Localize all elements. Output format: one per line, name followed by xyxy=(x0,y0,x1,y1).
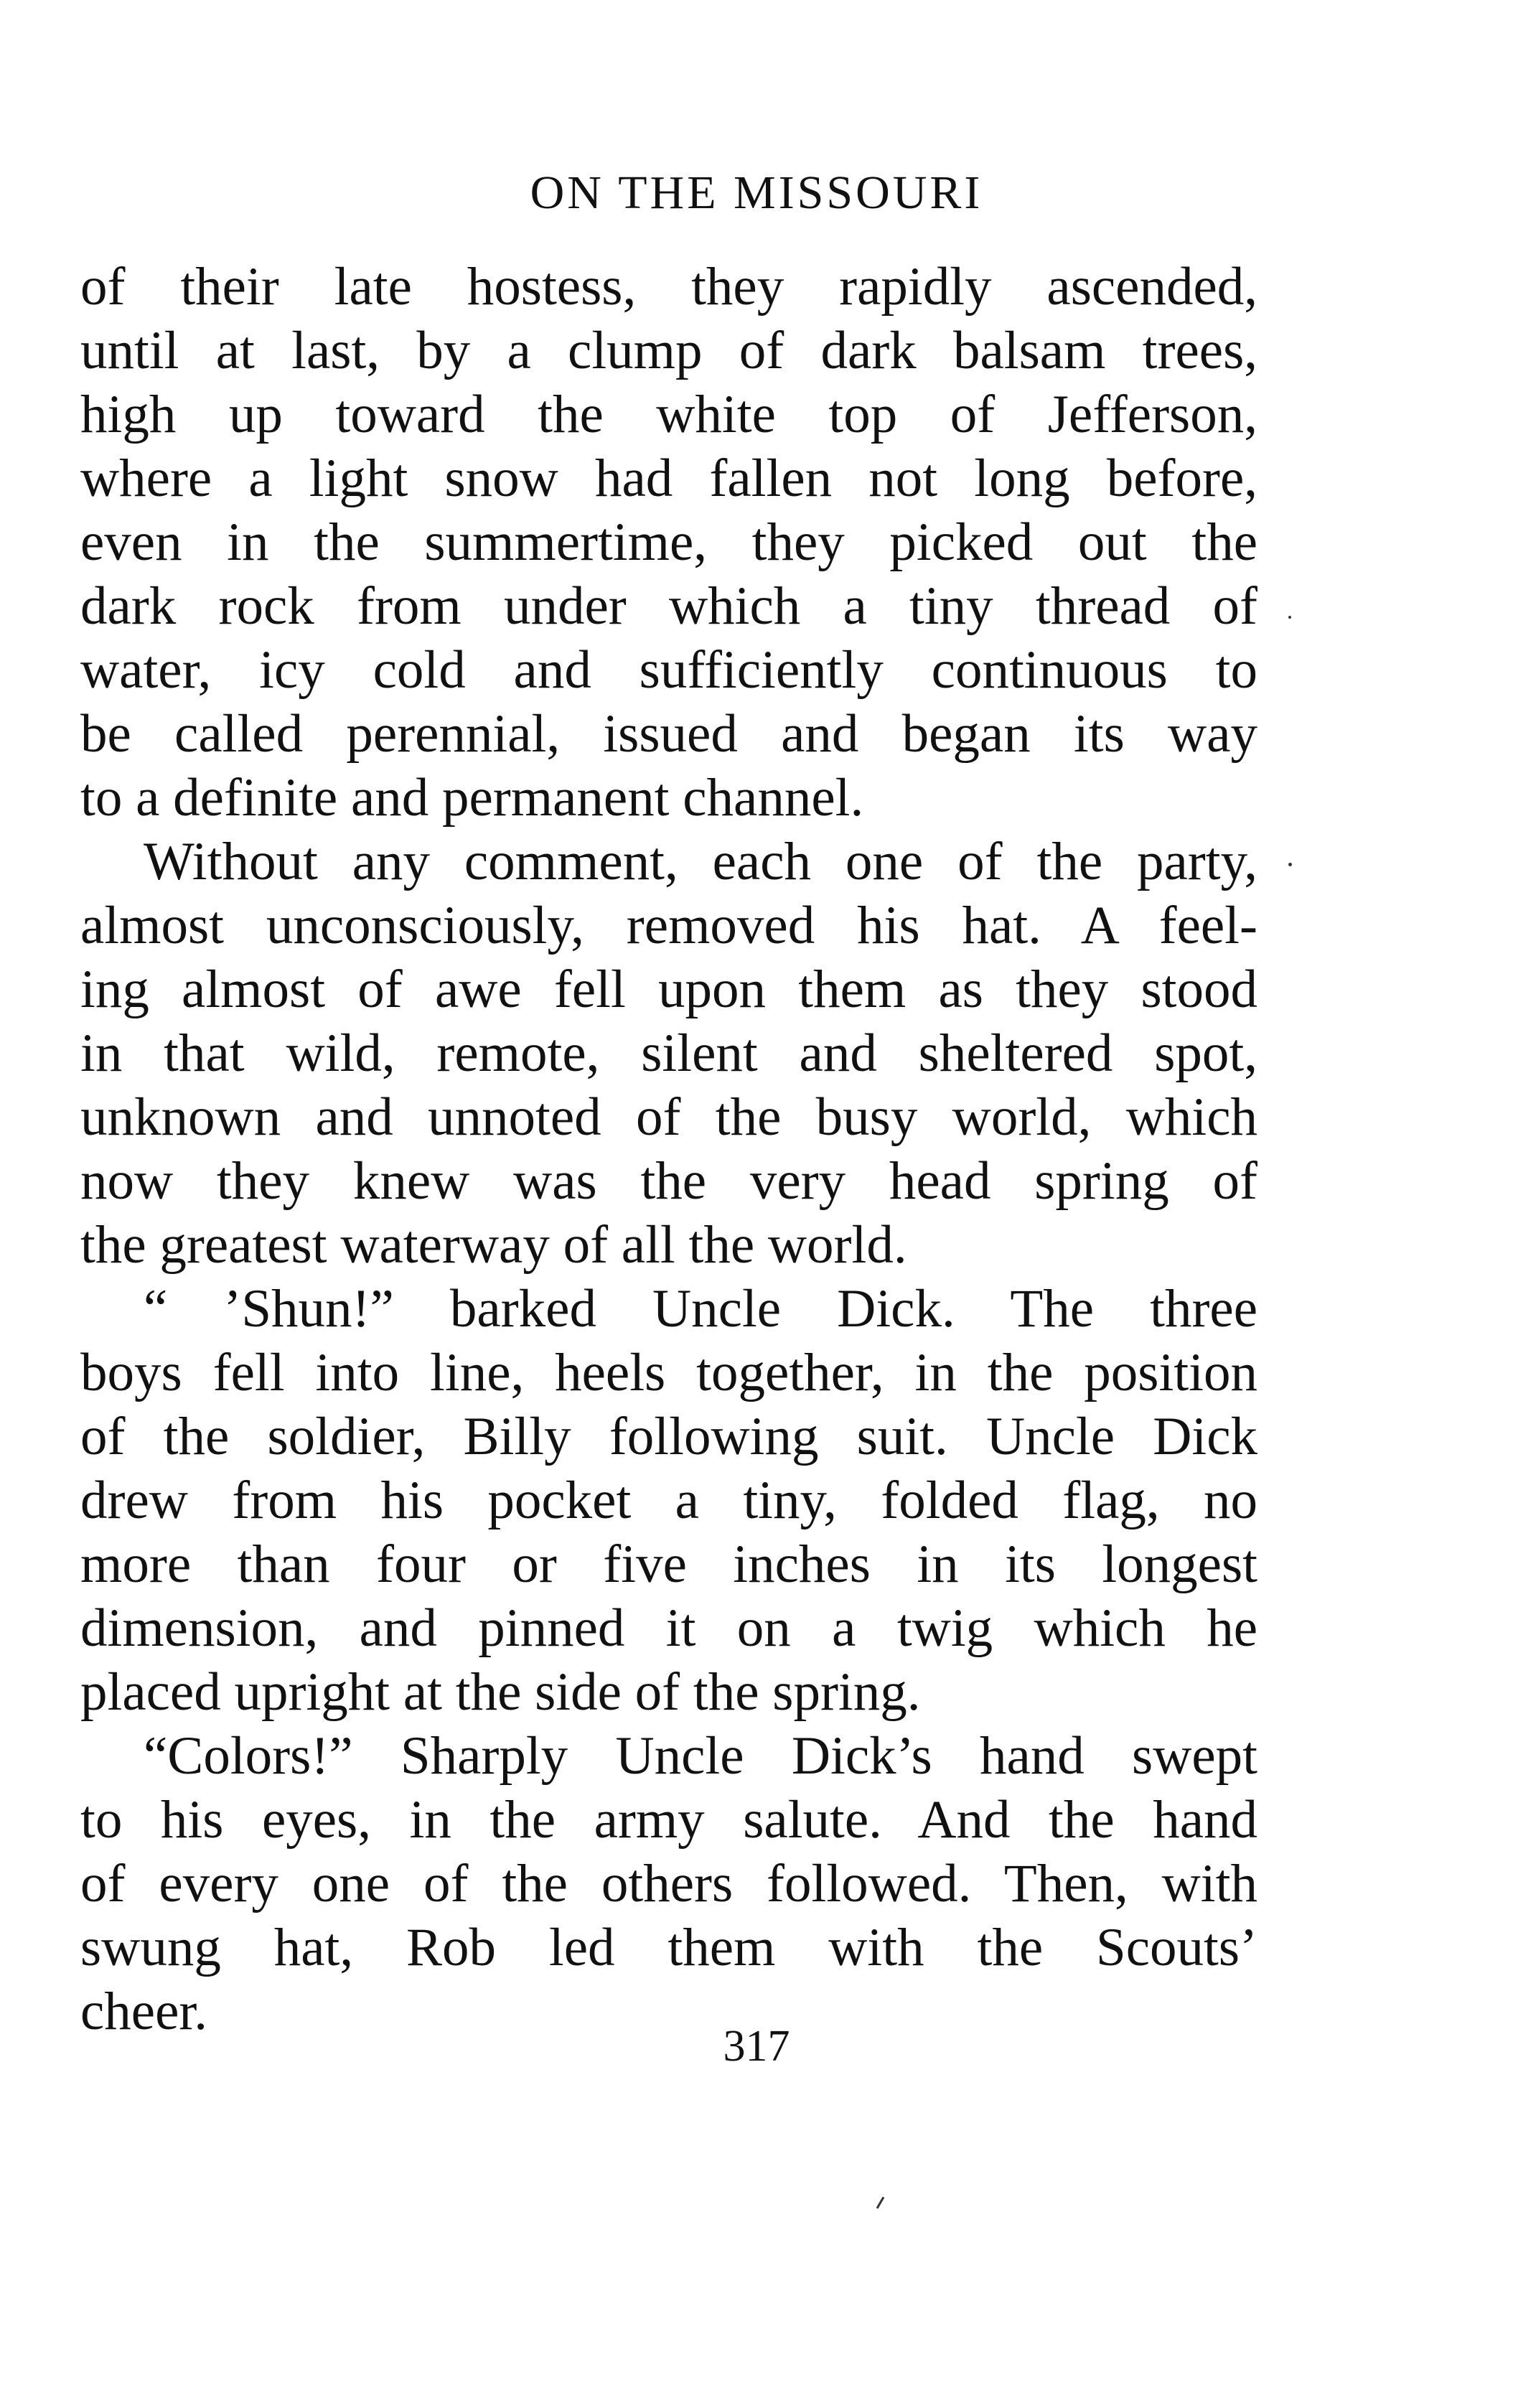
text-line: the greatest waterway of all the world. xyxy=(80,1215,907,1275)
text-line: drew from his pocket a tiny, folded flag, no xyxy=(80,1471,1257,1530)
text-line: until at last, by a clump of dark balsam trees, xyxy=(80,321,1257,380)
page-number: 317 xyxy=(723,2022,790,2071)
text-line: even in the summertime, they picked out the xyxy=(80,512,1257,572)
text-line: placed upright at the side of the spring. xyxy=(80,1662,921,1722)
body-text xyxy=(80,255,1257,2043)
text-line: boys fell into line, heels together, in the position xyxy=(80,1343,1257,1402)
text-line: “ ’Shun!” barked Uncle Dick. The three xyxy=(144,1279,1257,1339)
text-line: high up toward the white top of Jefferson, xyxy=(80,385,1257,444)
text-line: more than four or five inches in its longest xyxy=(80,1535,1257,1594)
text-line: to a definite and permanent channel. xyxy=(80,768,864,828)
text-line: where a light snow had fallen not long before, xyxy=(80,449,1257,508)
text-line: Without any comment, each one of the party, xyxy=(144,832,1257,891)
text-line: to his eyes, in the army salute. And the hand xyxy=(80,1790,1257,1850)
text-line: almost unconsciously, removed his hat. A feel- xyxy=(80,896,1257,955)
text-line: of every one of the others followed. Then, with xyxy=(80,1854,1257,1913)
scan-speck xyxy=(876,2196,885,2208)
running-head: ON THE MISSOURI xyxy=(530,167,983,219)
text-line: in that wild, remote, silent and sheltered spot, xyxy=(80,1023,1257,1083)
text-line: water, icy cold and sufficiently continuous to xyxy=(80,640,1257,700)
text-line: cheer. xyxy=(80,1982,207,2041)
text-line: of the soldier, Billy following suit. Uncle Dick xyxy=(80,1407,1257,1466)
scan-speck xyxy=(1288,863,1292,866)
text-line: now they knew was the very head spring of xyxy=(80,1151,1257,1211)
text-line: dark rock from under which a tiny thread of xyxy=(80,576,1257,636)
text-line: “Colors!” Sharply Uncle Dick’s hand swept xyxy=(144,1726,1257,1786)
text-line: of their late hostess, they rapidly ascended, xyxy=(80,257,1257,317)
text-line: be called perennial, issued and began its way xyxy=(80,704,1257,764)
text-line: unknown and unnoted of the busy world, which xyxy=(80,1087,1257,1147)
text-line: ing almost of awe fell upon them as they stood xyxy=(80,960,1257,1019)
scan-speck xyxy=(1288,616,1291,619)
text-line: dimension, and pinned it on a twig which he xyxy=(80,1598,1257,1658)
text-line: swung hat, Rob led them with the Scouts’ xyxy=(80,1918,1257,1977)
